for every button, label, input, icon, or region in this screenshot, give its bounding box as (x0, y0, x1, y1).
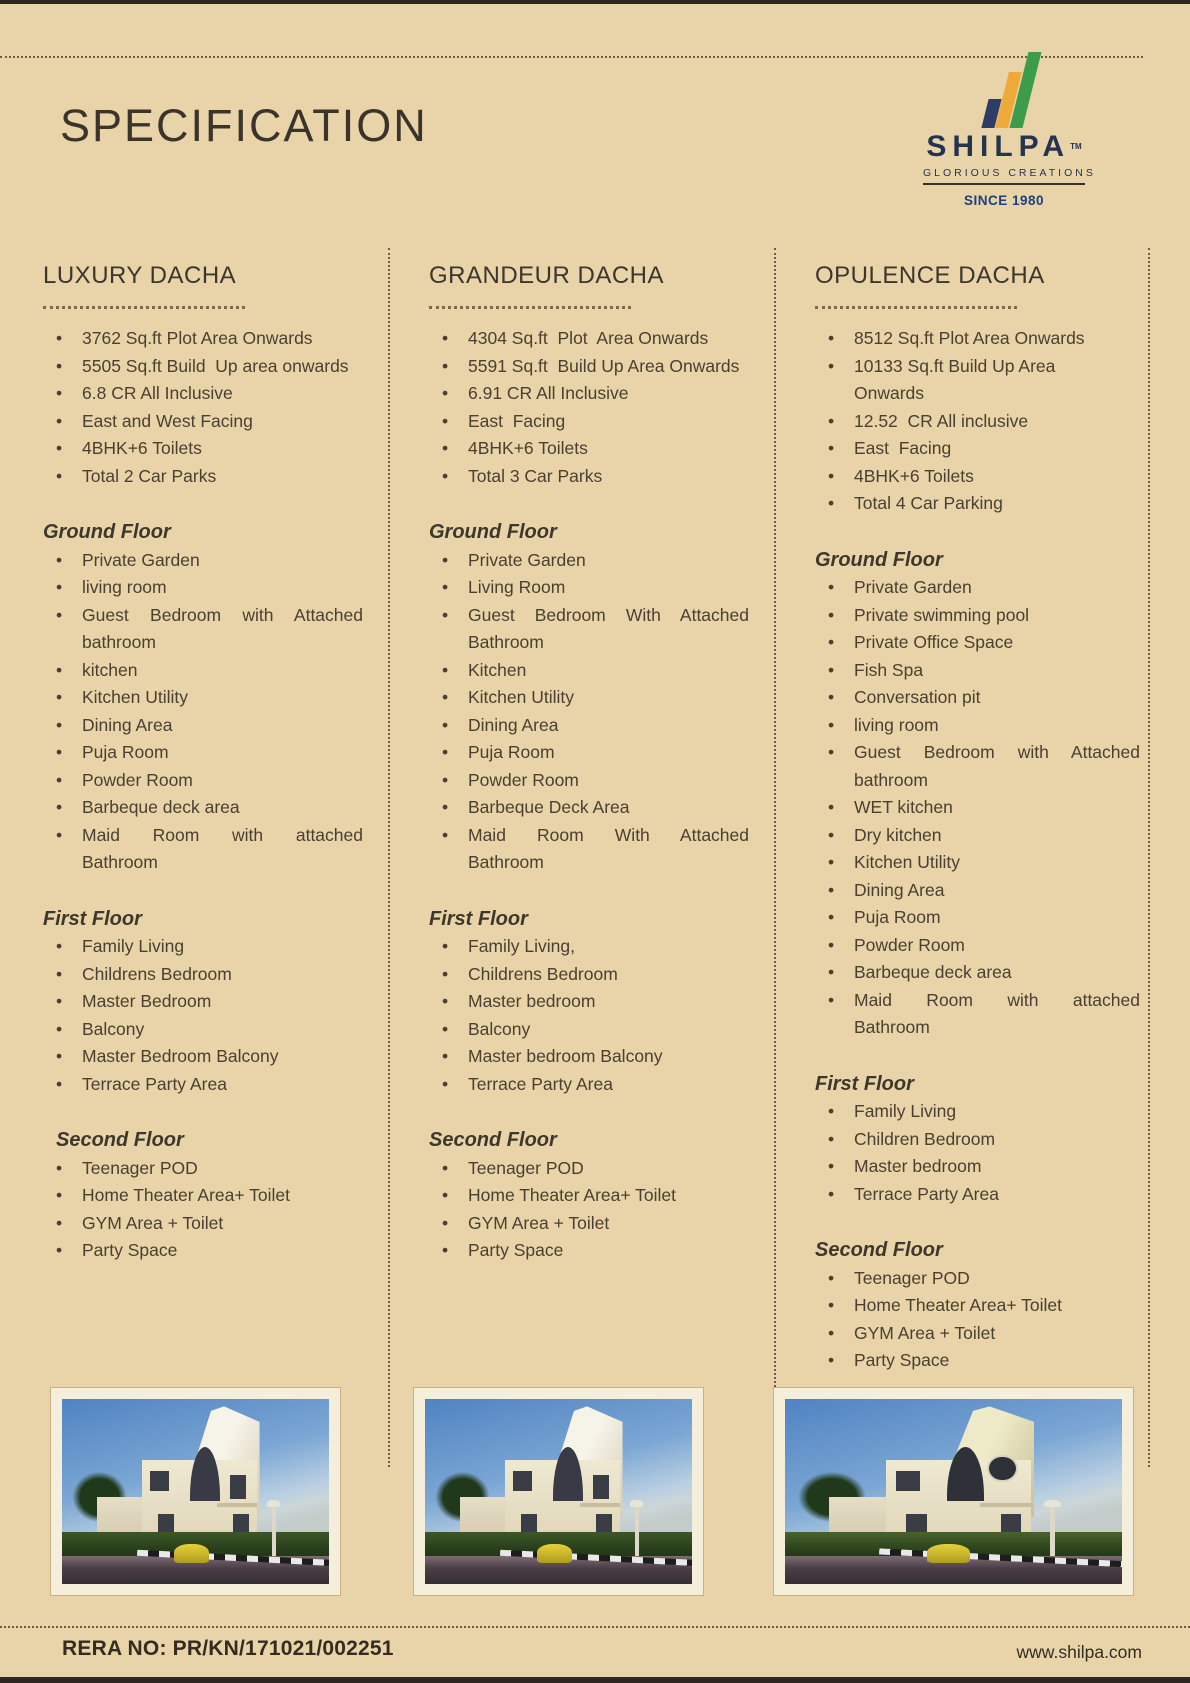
floor-item-list (429, 1155, 749, 1265)
floor-item: • Barbeque Deck Area (429, 794, 749, 822)
spec-list (429, 325, 749, 490)
rera-number: RERA NO: PR/KN/171021/002251 (62, 1637, 394, 1660)
column-divider-1 (388, 248, 390, 1467)
spec-item: • 3762 Sq.ft Plot Area Onwards (43, 325, 363, 353)
bottom-edge-bar (0, 1677, 1190, 1683)
column-opulence-dacha (815, 262, 1140, 1375)
floor-item: • Home Theater Area+ Toilet (429, 1182, 749, 1210)
floor-item: • Puja Room (815, 904, 1140, 932)
floor-item: • Teenager POD (43, 1155, 363, 1183)
floor-item: • Powder Room (815, 932, 1140, 960)
spec-item: • 10133 Sq.ft Build Up Area Onwards (815, 353, 1140, 408)
floor-section-ground (43, 519, 363, 877)
floor-item: • Family Living (815, 1098, 1140, 1126)
title-dotted-rule (815, 306, 1017, 309)
spec-item: • 5505 Sq.ft Build Up area onwards (43, 353, 363, 381)
floor-item: • Party Space (815, 1347, 1140, 1375)
spec-item: • 6.91 CR All Inclusive (429, 380, 749, 408)
spec-item: • East Facing (429, 408, 749, 436)
floor-section-first (429, 906, 749, 1099)
floor-item: • Dining Area (43, 712, 363, 740)
floor-item: • Kitchen Utility (43, 684, 363, 712)
floor-item: • Private swimming pool (815, 602, 1140, 630)
floor-item: • Barbeque deck area (43, 794, 363, 822)
villa-render-image-2 (425, 1399, 692, 1584)
floor-label: Ground Floor (429, 521, 557, 543)
floor-item: • Master bedroom (815, 1153, 1140, 1181)
floor-label: Second Floor (56, 1129, 184, 1151)
column-divider-3 (1148, 248, 1150, 1467)
floor-item: • Maid Room With Attached Bathroom (429, 822, 749, 877)
floor-item: • Balcony (43, 1016, 363, 1044)
column-divider-2 (774, 248, 776, 1467)
floor-item: • living room (43, 574, 363, 602)
trademark-symbol: TM (1070, 142, 1082, 151)
column-luxury-dacha (43, 262, 363, 1265)
floor-item: • GYM Area + Toilet (815, 1320, 1140, 1348)
floor-item: • Kitchen Utility (429, 684, 749, 712)
floor-item: • Maid Room with attached Bathroom (43, 822, 363, 877)
floor-item: • Private Garden (43, 547, 363, 575)
floor-item: • GYM Area + Toilet (43, 1210, 363, 1238)
brand-divider-line (923, 183, 1085, 185)
brand-name: SHILPA™ (926, 130, 1082, 163)
floor-item: • Teenager POD (815, 1265, 1140, 1293)
spec-item: • 4BHK+6 Toilets (429, 435, 749, 463)
spec-item: • 4304 Sq.ft Plot Area Onwards (429, 325, 749, 353)
floor-item: • Childrens Bedroom (429, 961, 749, 989)
floor-label: First Floor (429, 907, 528, 930)
floor-item: • Guest Bedroom With Attached Bathroom (429, 602, 749, 657)
spec-list (43, 325, 363, 490)
floor-item: • Dry kitchen (815, 822, 1140, 850)
floor-item: • Teenager POD (429, 1155, 749, 1183)
floor-item: • Private Garden (429, 547, 749, 575)
floor-item: • Kitchen Utility (815, 849, 1140, 877)
floor-section-first (815, 1071, 1140, 1209)
floor-item: • Dining Area (429, 712, 749, 740)
floor-item: • Powder Room (43, 767, 363, 795)
floor-item: • Private Garden (815, 574, 1140, 602)
floor-item: • Family Living (43, 933, 363, 961)
floor-item: • Conversation pit (815, 684, 1140, 712)
floor-item: • Balcony (429, 1016, 749, 1044)
brand-logo (923, 50, 1096, 208)
floor-item: • Master Bedroom Balcony (43, 1043, 363, 1071)
floor-item: • WET kitchen (815, 794, 1140, 822)
spec-item: • 4BHK+6 Toilets (43, 435, 363, 463)
column-title: GRANDEUR DACHA (429, 262, 665, 289)
spec-item: • Total 2 Car Parks (43, 463, 363, 491)
floor-item: • Fish Spa (815, 657, 1140, 685)
spec-item: • East and West Facing (43, 408, 363, 436)
floor-item: • Powder Room (429, 767, 749, 795)
floor-item: • Guest Bedroom with Attached bathroom (43, 602, 363, 657)
floor-item: • Private Office Space (815, 629, 1140, 657)
column-title: LUXURY DACHA (43, 262, 237, 289)
floor-label: First Floor (815, 1072, 914, 1095)
floor-item: • GYM Area + Toilet (429, 1210, 749, 1238)
floor-item-list (429, 933, 749, 1098)
floor-item: • Family Living, (429, 933, 749, 961)
column-grandeur-dacha (429, 262, 749, 1265)
floor-item-list (43, 933, 363, 1098)
spec-item: • 12.52 CR All inclusive (815, 408, 1140, 436)
title-dotted-rule (429, 306, 631, 309)
floor-item: • Terrace Party Area (429, 1071, 749, 1099)
top-edge-bar (0, 0, 1190, 4)
spec-list (815, 325, 1140, 518)
floor-item: • Home Theater Area+ Toilet (815, 1292, 1140, 1320)
floor-label: Ground Floor (43, 521, 171, 543)
spec-item: • 5591 Sq.ft Build Up Area Onwards (429, 353, 749, 381)
page-title: SPECIFICATION (60, 100, 428, 151)
floor-section-ground (815, 547, 1140, 1042)
floor-section-second (815, 1237, 1140, 1375)
spec-item: • Total 3 Car Parks (429, 463, 749, 491)
floor-item: • Dining Area (815, 877, 1140, 905)
spec-item: • 8512 Sq.ft Plot Area Onwards (815, 325, 1140, 353)
floor-item-list (815, 574, 1140, 1042)
floor-item: • Party Space (429, 1237, 749, 1265)
brand-tagline: GLORIOUS CREATIONS (923, 167, 1096, 179)
title-dotted-rule (43, 306, 245, 309)
villa-photo-frame-2 (413, 1387, 704, 1596)
floor-item: • Party Space (43, 1237, 363, 1265)
floor-section-first (43, 906, 363, 1099)
floor-label: Ground Floor (815, 548, 943, 571)
floor-item: • kitchen (43, 657, 363, 685)
floor-item: • Master bedroom (429, 988, 749, 1016)
floor-item: • Barbeque deck area (815, 959, 1140, 987)
floor-item: • Puja Room (429, 739, 749, 767)
floor-item: • Terrace Party Area (815, 1181, 1140, 1209)
floor-label: Second Floor (815, 1239, 943, 1261)
floor-item: • Puja Room (43, 739, 363, 767)
villa-render-image-3 (785, 1399, 1122, 1584)
floor-label: Second Floor (429, 1129, 557, 1151)
floor-item-list (429, 547, 749, 877)
floor-section-ground (429, 519, 749, 877)
villa-photo-frame-1 (50, 1387, 341, 1596)
villa-photo-frame-3 (773, 1387, 1134, 1596)
column-title: OPULENCE DACHA (815, 262, 1045, 289)
floor-item: • Guest Bedroom with Attached bathroom (815, 739, 1140, 794)
floor-section-second (429, 1127, 749, 1265)
spec-item: • 6.8 CR All Inclusive (43, 380, 363, 408)
footer-dotted-line (0, 1626, 1190, 1628)
floor-item: • living room (815, 712, 1140, 740)
spec-item: • 4BHK+6 Toilets (815, 463, 1140, 491)
floor-item: • Childrens Bedroom (43, 961, 363, 989)
spec-item: • East Facing (815, 435, 1140, 463)
brand-since: SINCE 1980 (963, 193, 1045, 208)
floor-item: • Master Bedroom (43, 988, 363, 1016)
villa-render-image-1 (62, 1399, 329, 1584)
floor-item: • Master bedroom Balcony (429, 1043, 749, 1071)
floor-item: • Maid Room with attached Bathroom (815, 987, 1140, 1042)
floor-item-list (43, 1155, 363, 1265)
floor-item: • Kitchen (429, 657, 749, 685)
floor-item: • Terrace Party Area (43, 1071, 363, 1099)
floor-item-list (43, 547, 363, 877)
floor-section-second (43, 1127, 363, 1265)
website-url: www.shilpa.com (1016, 1642, 1142, 1662)
floor-item: • Home Theater Area+ Toilet (43, 1182, 363, 1210)
floor-label: First Floor (43, 907, 142, 930)
floor-item-list (815, 1265, 1140, 1375)
floor-item: • Living Room (429, 574, 749, 602)
spec-item: • Total 4 Car Parking (815, 490, 1140, 518)
floor-item: • Children Bedroom (815, 1126, 1140, 1154)
brand-bars-icon (923, 50, 1085, 130)
floor-item-list (815, 1098, 1140, 1208)
